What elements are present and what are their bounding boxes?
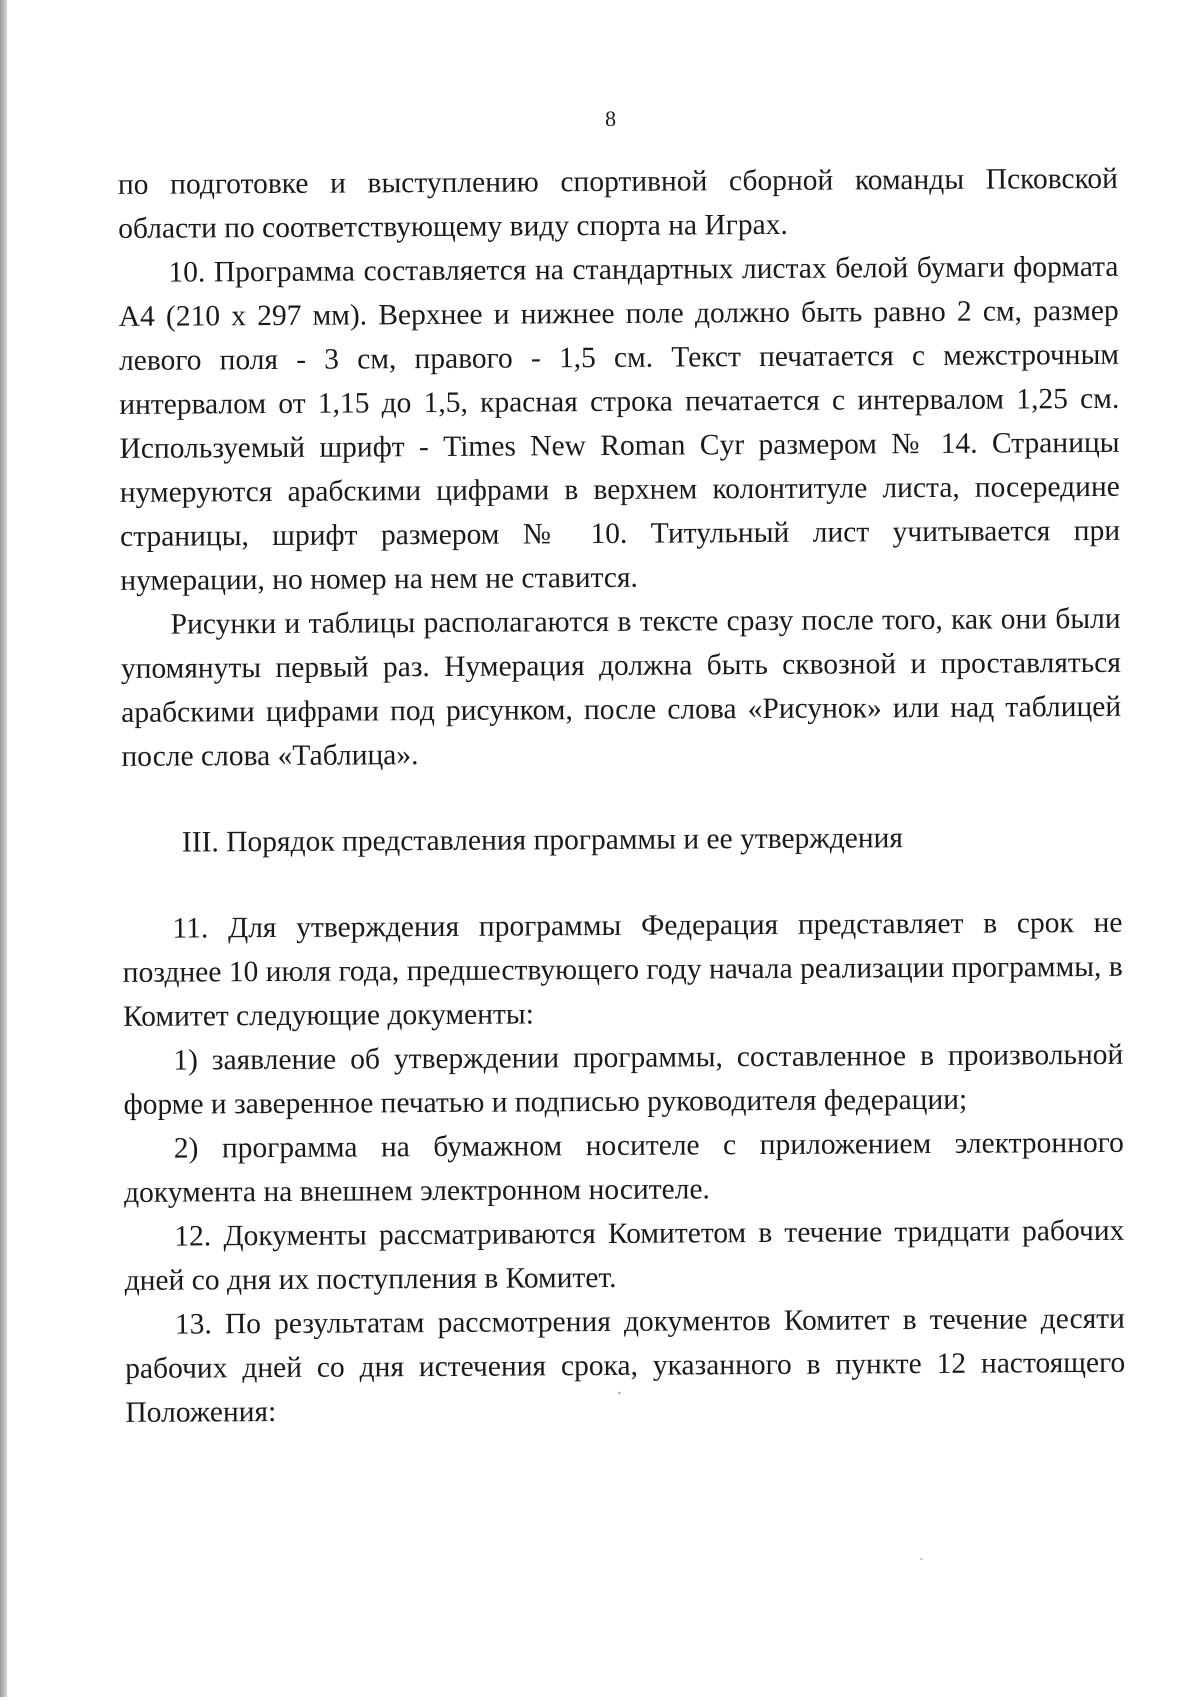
scan-speck (618, 1392, 620, 1394)
list-item-2: 2) программа на бумажном носителе с приложением электронного документа на внешнем электронном носителе. (124, 1126, 1124, 1209)
paragraph-item-11: 11. Для утверждения программы Федерация представляет в срок не позднее 10 июля года, предшествующего году начала реализации программы, в Комитет следующие документы: (122, 906, 1123, 1033)
paragraph-item-10: 10. Программа составляется на стандартных листах белой бумаги формата А4 (210 х 297 мм). Верхнее и нижнее поле должно быть равно 2 см, размер левого поля - 3 см, правого - 1,5 см. Текст печатается с межстрочным интервалом от 1,15 до 1,5, красная строка печатается с интервалом 1,25 см. Используемый шрифт - Times New Roman Cyr размером № 14. Страницы нумеруются арабскими цифрами в верхнем колонтитуле листа, посередине страницы, шрифт размером № 10. Титульный лист учитывается при нумерации, но номер на нем не ставится. (118, 250, 1121, 597)
page-number: 8 (604, 105, 617, 131)
document-body (118, 157, 1126, 1435)
paragraph-figures-tables: Рисунки и таблицы располагаются в тексте сразу после того, как они были упомянуты первый раз. Нумерация должна быть сквозной и проставляться арабскими цифрами под рисунком, после слова «Рисунок» или над таблицей после слова «Таблица». (120, 602, 1122, 773)
list-item-1: 1) заявление об утверждении программы, составленное в произвольной форме и заверенное печатью и подписью руководителя федерации; (123, 1038, 1124, 1121)
paragraph-item-12: 12. Документы рассматриваются Комитетом в течение тридцати рабочих дней со дня их поступления в Комитет. (124, 1214, 1125, 1297)
scan-speck (920, 1558, 922, 1560)
paragraph-continuation: по подготовке и выступлению спортивной сборной команды Псковской области по соответствующему виду спорта на Играх. (117, 162, 1119, 245)
paragraph-item-13: 13. По результатам рассмотрения документов Комитет в течение десяти рабочих дней со дня истечения срока, указанного в пункте 12 настоящего Положения: (125, 1302, 1126, 1429)
section-heading: III. Порядок представления программы и ее утверждения (181, 822, 904, 859)
